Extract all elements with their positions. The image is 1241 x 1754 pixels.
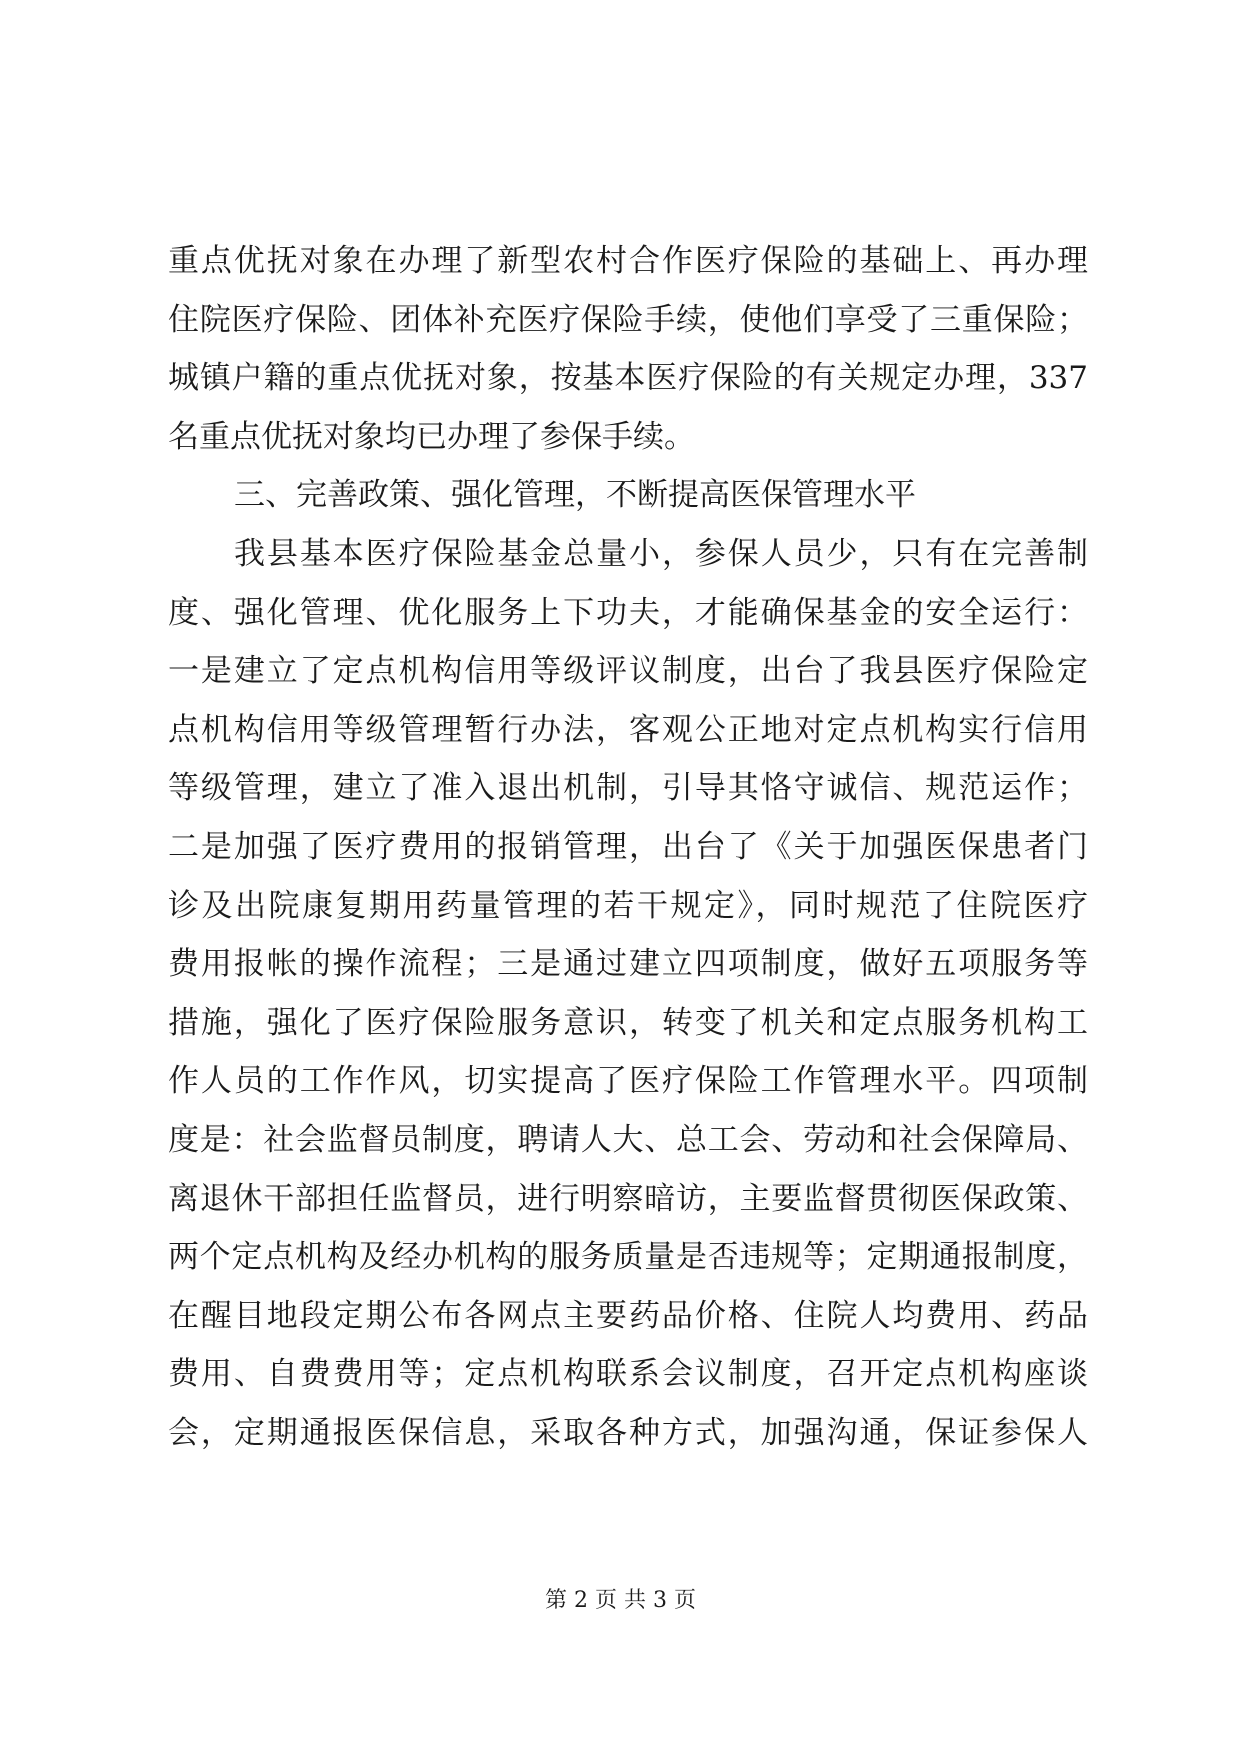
page-number-footer: 第 2 页 共 3 页 xyxy=(545,1588,696,1613)
body-text xyxy=(168,232,1088,1462)
text-line: 点机构信用等级管理暂行办法，客观公正地对定点机构实行信用 xyxy=(168,711,1088,748)
text-line: 度是：社会监督员制度，聘请人大、总工会、劳动和社会保障局、 xyxy=(168,1121,1088,1158)
text-line: 名重点优抚对象均已办理了参保手续。 xyxy=(168,418,695,455)
text-line: 在醒目地段定期公布各网点主要药品价格、住院人均费用、药品 xyxy=(168,1297,1088,1334)
section-heading: 三、完善政策、强化管理，不断提高医保管理水平 xyxy=(234,477,916,514)
text-line: 两个定点机构及经办机构的服务质量是否违规等；定期通报制度， xyxy=(168,1239,1088,1276)
text-line: 诊及出院康复期用药量管理的若干规定》，同时规范了住院医疗 xyxy=(168,887,1088,924)
text-line: 我县基本医疗保险基金总量小，参保人员少，只有在完善制 xyxy=(234,535,1088,572)
text-line: 离退休干部担任监督员，进行明察暗访，主要监督贯彻医保政策、 xyxy=(168,1180,1088,1217)
text-line: 等级管理，建立了准入退出机制，引导其恪守诚信、规范运作； xyxy=(168,770,1088,807)
text-line: 重点优抚对象在办理了新型农村合作医疗保险的基础上、再办理 xyxy=(168,243,1088,279)
text-line: 费用报帐的操作流程；三是通过建立四项制度，做好五项服务等 xyxy=(168,946,1088,983)
text-line: 住院医疗保险、团体补充医疗保险手续，使他们享受了三重保险； xyxy=(168,301,1088,338)
text-line: 费用、自费费用等；定点机构联系会议制度，召开定点机构座谈 xyxy=(168,1356,1088,1393)
text-line: 作人员的工作作风，切实提高了医疗保险工作管理水平。四项制 xyxy=(168,1063,1088,1100)
text-line: 一是建立了定点机构信用等级评议制度，出台了我县医疗保险定 xyxy=(168,653,1088,690)
text-line: 会，定期通报医保信息，采取各种方式，加强沟通，保证参保人 xyxy=(168,1414,1088,1451)
text-line: 度、强化管理、优化服务上下功夫，才能确保基金的安全运行： xyxy=(168,594,1088,631)
text-line: 措施，强化了医疗保险服务意识，转变了机关和定点服务机构工 xyxy=(168,1004,1088,1041)
text-line: 二是加强了医疗费用的报销管理，出台了《关于加强医保患者门 xyxy=(168,828,1088,865)
text-line: 城镇户籍的重点优抚对象，按基本医疗保险的有关规定办理，337 xyxy=(168,360,1088,397)
